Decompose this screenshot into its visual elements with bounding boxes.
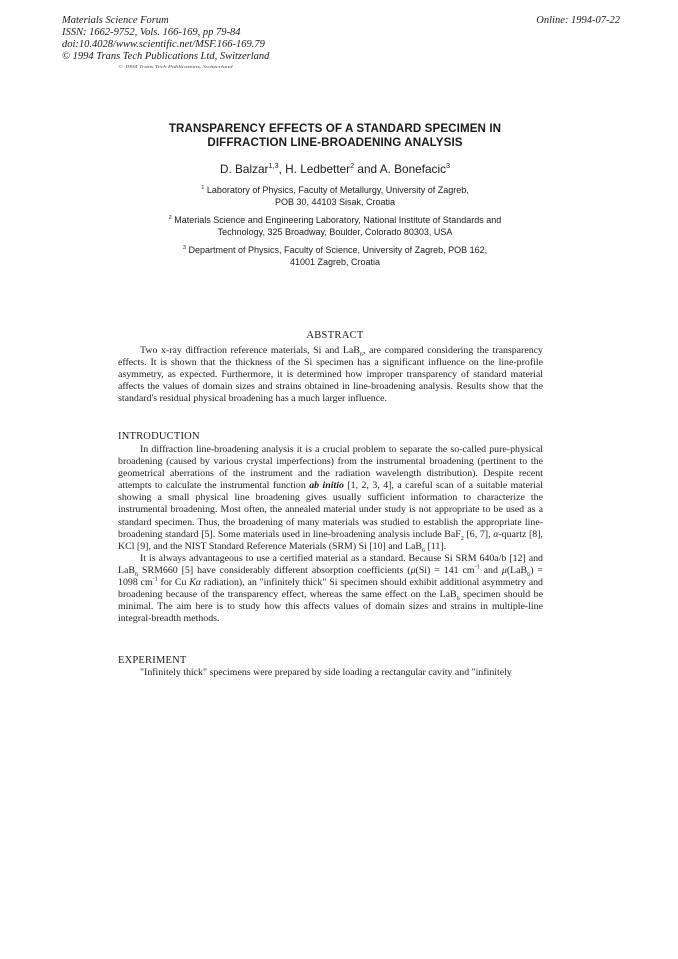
journal-name: Materials Science Forum	[62, 15, 169, 26]
affiliation-2	[100, 215, 570, 238]
affiliation-2-number: 2	[168, 215, 172, 221]
intro-p2-text-f: ) = 1098 cm	[118, 564, 543, 589]
abstract-text-2: , are compared considering the transparency effects. It is shown that the thickness of the Si specimen has a significant influence on the line-profile asymmetry, as expected. Furthermore, it is determined how improper transparency of standard material affects the values of domain sizes and strains obtained in line-broadening analysis. Results show that the standard's residual physical broadening has a much larger influence.	[118, 345, 543, 405]
intro-p2-sub-1: 6	[135, 571, 139, 578]
faded-copyright-line	[118, 65, 268, 71]
affiliation-1	[110, 185, 560, 208]
intro-p2-text-c: (Si) = 141 cm	[415, 564, 475, 576]
faded-copyright-text: © 1994 Trans Tech Publications, Switzerland	[118, 65, 233, 69]
journal-copyright: © 1994 Trans Tech Publications Ltd, Switzerland	[62, 51, 270, 62]
intro-mu-symbol-2: μ	[501, 564, 507, 576]
intro-p2-text-e: (LaB	[506, 564, 528, 576]
intro-p2-sup-2: -1	[152, 576, 158, 583]
experiment-heading: EXPERIMENT	[118, 655, 187, 666]
affiliation-1-line-1: Laboratory of Physics, Faculty of Metallurgy, University of Zagreb,	[204, 185, 469, 195]
intro-alpha-symbol: α	[493, 528, 499, 540]
intro-p2-sub-3: 6	[456, 596, 460, 603]
affiliation-3-line-1: Department of Physics, Faculty of Science, University of Zagreb, POB 162,	[185, 245, 488, 255]
author-1-affil: 1,3	[268, 161, 279, 171]
affiliation-3-line-2: 41001 Zagreb, Croatia	[289, 256, 381, 267]
intro-mu-symbol-1: μ	[410, 564, 416, 576]
paper-title	[100, 122, 570, 150]
intro-p2-text-d: and	[479, 564, 502, 576]
intro-p1-text-e: [11].	[425, 540, 447, 552]
abstract-paragraph	[118, 345, 543, 405]
author-2-affil: 2	[350, 161, 355, 171]
introduction-paragraph-2	[118, 553, 543, 626]
affiliation-3-number: 3	[182, 245, 186, 251]
intro-p2-text-i: specimen should be minimal. The aim here is to study how this affects values of domain sizes and strains in multiple-line integral-breadth methods.	[118, 589, 543, 625]
title-line-2: DIFFRACTION LINE-BROADENING ANALYSIS	[207, 136, 463, 149]
intro-p2-text-h: radiation), an "infinitely thick" Si specimen should exhibit additional asymmetry and broadening because of the transparency effect, whereas the same effect on the LaB	[118, 577, 543, 601]
journal-doi: doi:10.4028/www.scientific.net/MSF.166-169.79	[62, 39, 265, 50]
author-2: , H. Ledbetter	[278, 162, 351, 176]
affiliation-1-line-2: POB 30, 44103 Sisak, Croatia	[274, 196, 396, 207]
intro-lab-subscript: 6	[421, 547, 426, 554]
introduction-body	[118, 444, 543, 625]
introduction-heading: INTRODUCTION	[118, 431, 200, 442]
abstract-body	[118, 345, 543, 405]
affiliation-2-line-2: Technology, 325 Broadway, Boulder, Colorado 80303, USA	[217, 226, 453, 237]
intro-kalpha-symbol: Kα	[189, 577, 201, 589]
abstract-subscript: 6	[359, 351, 363, 358]
author-list	[100, 162, 570, 176]
abstract-heading: ABSTRACT	[306, 330, 364, 341]
intro-p1-text-b: [1, 2, 3, 4], a careful scan of a suitable material showing a small physical line broadening gives usually sufficient information to characterize the instrumental broadening. Most often, the annealed material under study is not appropriate to be used as a standard specimen. Thus, the broadening of many materials was studied to establish the appropriate line-broadening standard [5]. Some materials used in line-broadening analysis include BaF	[118, 480, 544, 540]
introduction-paragraph-1	[118, 444, 543, 553]
journal-header	[62, 15, 269, 63]
intro-baf-subscript: 2	[460, 535, 464, 542]
intro-p2-sub-2: 6	[527, 571, 531, 578]
intro-p1-text-d: -quartz [8], KCl [9], and the NIST Standard Reference Materials (SRM) Si [10] and LaB	[118, 528, 543, 552]
affiliation-3	[110, 245, 560, 268]
affiliation-1-number: 1	[201, 185, 205, 191]
experiment-body	[118, 667, 543, 679]
author-3-affil: 3	[445, 161, 451, 171]
affiliation-2-line-1: Materials Science and Engineering Laboratory, National Institute of Standards and	[171, 215, 502, 225]
intro-p1-text-a: In diffraction line-broadening analysis it is a crucial problem to separate the so-called pure-physical broadening (caused by various crystal imperfections) from the instrumental broadening (pertinent to the geometrical aberrations of the instrument and the radiation wavelength distribution). Despite recent attempts to calculate the instrumental function	[118, 444, 543, 492]
author-1: D. Balzar	[219, 162, 269, 176]
intro-p1-text-c: [6, 7],	[463, 528, 494, 540]
intro-p2-text-b: SRM660 [5] have considerably different absorption coefficients (	[138, 564, 411, 576]
intro-p2-sup-1: -1	[474, 564, 480, 571]
online-date: Online: 1994-07-22	[536, 15, 620, 26]
intro-ab-initio: ab initio	[309, 480, 344, 492]
journal-issn: ISSN: 1662-9752, Vols. 166-169, pp 79-84	[62, 27, 241, 38]
intro-p2-text-a: It is always advantageous to use a certified material as a standard. Because Si SRM 640a/b [12] and LaB	[118, 552, 543, 576]
intro-p2-text-g: for Cu	[157, 577, 190, 589]
author-3: and A. Bonefacic	[354, 162, 446, 176]
experiment-paragraph-1: "Infinitely thick" specimens were prepared by side loading a rectangular cavity and "infinitely	[140, 667, 512, 678]
abstract-text-1: Two x-ray diffraction reference materials, Si and LaB	[140, 345, 360, 356]
title-line-1: TRANSPARENCY EFFECTS OF A STANDARD SPECIMEN IN	[168, 122, 502, 135]
